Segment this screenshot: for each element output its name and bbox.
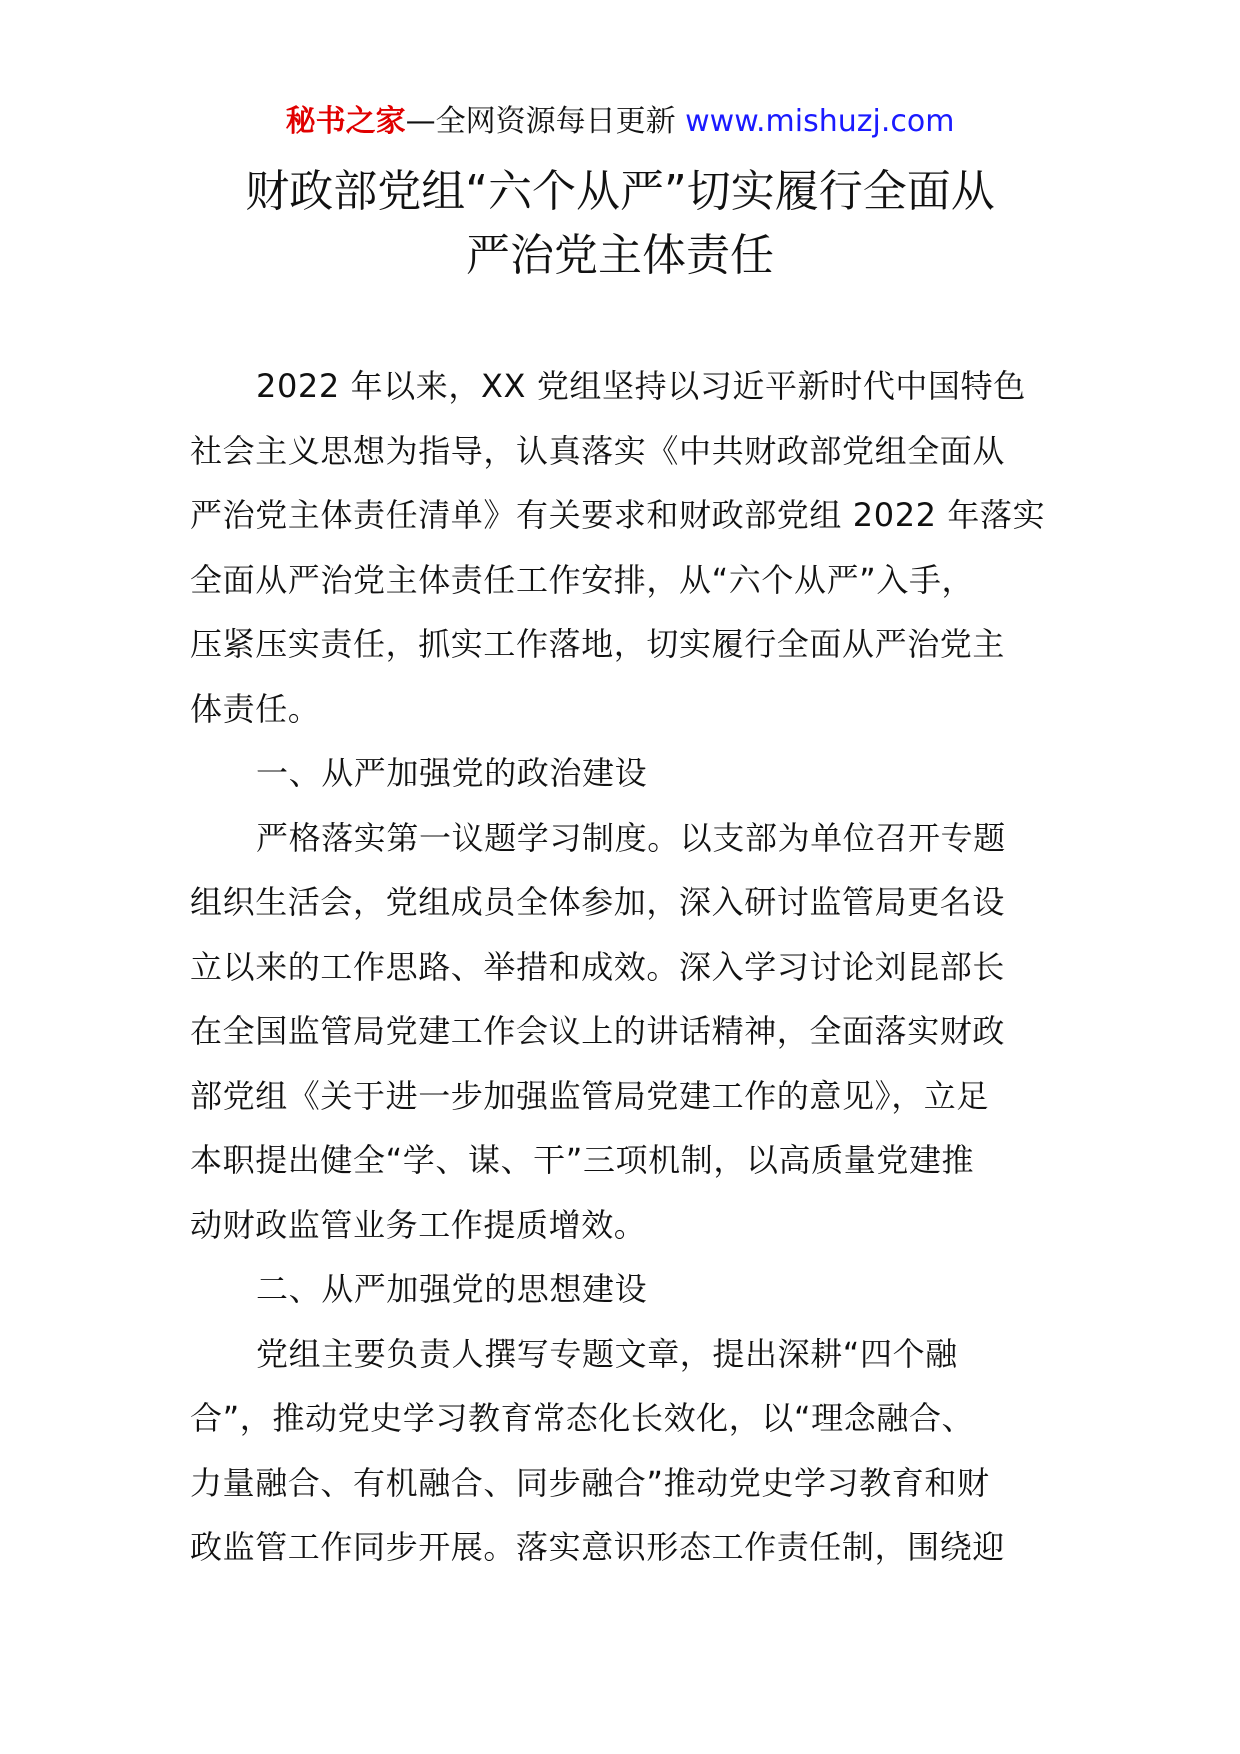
section-heading: 一、从严加强党的政治建设: [256, 754, 648, 792]
header-banner: [0, 100, 1240, 144]
paragraph-line: 2022 年以来，XX 党组坚持以习近平新时代中国特色: [256, 367, 1026, 405]
paragraph-line: 合”，推动党史学习教育常态化长效化，以“理念融合、: [190, 1399, 975, 1437]
brand-name: 秘书之家: [285, 104, 406, 139]
paragraph-line: 部党组《关于进一步加强监管局党建工作的意见》，立足: [190, 1076, 990, 1115]
paragraph-line: 党组主要负责人撰写专题文章，提出深耕“四个融: [256, 1334, 958, 1373]
paragraph-line: 严治党主体责任清单》有关要求和财政部党组 2022 年落实: [190, 496, 1046, 534]
paragraph-line: 在全国监管局党建工作会议上的讲话精神，全面落实财政: [190, 1012, 1006, 1050]
paragraph-line: 体责任。: [190, 689, 321, 728]
paragraph-line: 力量融合、有机融合、同步融合”推动党史学习教育和财: [190, 1463, 990, 1502]
paragraph-line: 全面从严治党主体责任工作安排，从“六个从严”入手，: [190, 560, 975, 599]
paragraph-line: 严格落实第一议题学习制度。以支部为单位召开专题: [256, 818, 1006, 857]
paragraph-line: 组织生活会，党组成员全体参加，深入研讨监管局更名设: [190, 883, 1006, 921]
paragraph-line: 社会主义思想为指导，认真落实《中共财政部党组全面从: [190, 431, 1006, 470]
document-title: [100, 160, 1140, 288]
paragraph-line: 本职提出健全“学、谋、干”三项机制，以高质量党建推: [190, 1141, 975, 1179]
paragraph-line: 立以来的工作思路、举措和成效。深入学习讨论刘昆部长: [190, 947, 1006, 986]
paragraph-line: 压紧压实责任，抓实工作落地，切实履行全面从严治党主: [190, 625, 1006, 663]
section-heading: 二、从严加强党的思想建设: [256, 1270, 648, 1308]
document-body: [190, 354, 1056, 1580]
website-link[interactable]: www.mishuzj.com: [685, 104, 955, 139]
title-line: 严治党主体责任: [466, 230, 774, 281]
banner-slogan: —全网资源每日更新: [405, 104, 676, 139]
paragraph-line: 动财政监管业务工作提质增效。: [190, 1205, 647, 1244]
title-line: 财政部党组“六个从严”切实履行全面从: [245, 166, 995, 217]
paragraph-line: 政监管工作同步开展。落实意识形态工作责任制，围绕迎: [190, 1528, 1006, 1566]
